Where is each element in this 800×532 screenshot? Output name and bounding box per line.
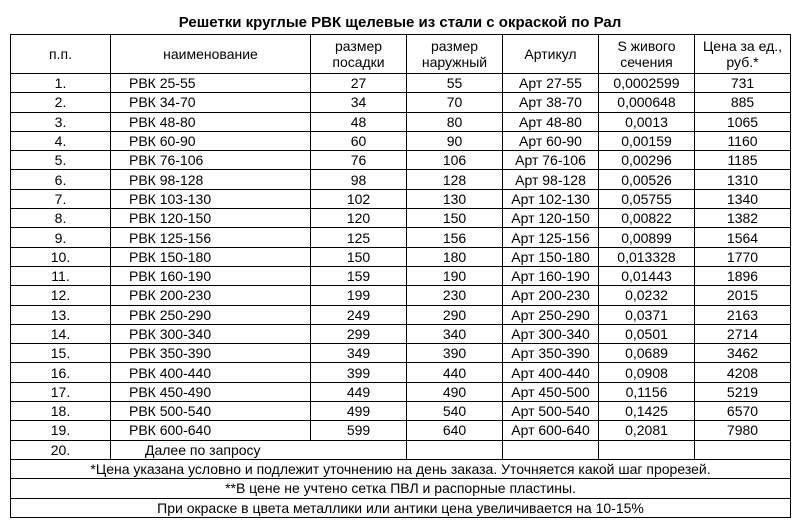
table-row (11, 170, 791, 189)
table-row (11, 382, 791, 401)
cell-price: 5219 (695, 382, 791, 401)
table-row (11, 112, 791, 131)
cell-article: Арт 200-230 (503, 286, 599, 305)
header-name: наименование (111, 35, 311, 74)
header-outer-size-line1: размер (430, 38, 479, 54)
cell-num: 8. (11, 209, 111, 228)
cell-num: 12. (11, 286, 111, 305)
cell-price: 1382 (695, 209, 791, 228)
cell-article: Арт 102-130 (503, 189, 599, 208)
table-row (11, 74, 791, 93)
cell-outer-size: 80 (407, 112, 503, 131)
cell-num: 13. (11, 305, 111, 324)
document-title: Решетки круглые РВК щелевые из стали с окраской по Рал (178, 14, 622, 31)
cell-num: 3. (11, 112, 111, 131)
cell-name: РВК 125-156 (111, 228, 311, 247)
cell-name: РВК 60-90 (111, 131, 311, 150)
cell-outer-size: 70 (407, 93, 503, 112)
cell-price: 3462 (695, 344, 791, 363)
note-row-mesh (11, 479, 791, 498)
cell-name: РВК 600-640 (111, 421, 311, 440)
cell-fit-size: 98 (311, 170, 407, 189)
cell-num: 6. (11, 170, 111, 189)
cell-price: 1896 (695, 266, 791, 285)
header-outer-size (407, 35, 503, 74)
table-row (11, 266, 791, 285)
cell-name: РВК 25-55 (111, 74, 311, 93)
cell-outer-size: 128 (407, 170, 503, 189)
cell-outer-size: 640 (407, 421, 503, 440)
cell-name: РВК 48-80 (111, 112, 311, 131)
cell-fit-size: 349 (311, 344, 407, 363)
cell-article: Арт 300-340 (503, 324, 599, 343)
note-row-paint (11, 498, 791, 517)
cell-price: 2163 (695, 305, 791, 324)
cell-price: 1564 (695, 228, 791, 247)
cell-article: Арт 400-440 (503, 363, 599, 382)
cell-num: 5. (11, 151, 111, 170)
cell-num: 4. (11, 131, 111, 150)
header-outer-size-line2: наружный (421, 54, 488, 70)
cell-fit-size: 60 (311, 131, 407, 150)
cell-article: Арт 160-190 (503, 266, 599, 285)
cell-price: 885 (695, 93, 791, 112)
header-fit-size-line1: размер (334, 38, 383, 54)
cell-outer-size: 540 (407, 402, 503, 421)
cell-open-area: 0,0689 (599, 344, 695, 363)
cell-outer-size: 130 (407, 189, 503, 208)
header-open-area-line2: сечения (620, 54, 673, 70)
cell-article: Арт 600-640 (503, 421, 599, 440)
price-table (10, 34, 791, 518)
table-row (11, 93, 791, 112)
cell-price: 1185 (695, 151, 791, 170)
cell-fit-size: 599 (311, 421, 407, 440)
header-price (695, 35, 791, 74)
note-mesh: **В цене не учтено сетка ПВЛ и распорные пластины. (11, 479, 791, 498)
header-open-area-line1: S живого (617, 38, 676, 54)
table-row (11, 151, 791, 170)
cell-article: Арт 250-290 (503, 305, 599, 324)
cell-num: 9. (11, 228, 111, 247)
cell-open-area: 0,00296 (599, 151, 695, 170)
header-num: п.п. (11, 35, 111, 74)
cell-price: 1160 (695, 131, 791, 150)
cell-open-area: 0,00822 (599, 209, 695, 228)
cell-open-area: 0,0002599 (599, 74, 695, 93)
table-row (11, 363, 791, 382)
cell-fit-size: 125 (311, 228, 407, 247)
cell-fit-size: 299 (311, 324, 407, 343)
cell-outer-size: 230 (407, 286, 503, 305)
cell-name: РВК 160-190 (111, 266, 311, 285)
cell-fit-size: 150 (311, 247, 407, 266)
header-price-line2: руб.* (726, 54, 759, 70)
cell-name: РВК 34-70 (111, 93, 311, 112)
cell-name: РВК 150-180 (111, 247, 311, 266)
cell-article: Арт 76-106 (503, 151, 599, 170)
cell-fit-size: 120 (311, 209, 407, 228)
cell-article: Арт 150-180 (503, 247, 599, 266)
cell-open-area: 0,0013 (599, 112, 695, 131)
cell-open-area: 0,05755 (599, 189, 695, 208)
cell-empty (407, 440, 503, 459)
cell-price: 7980 (695, 421, 791, 440)
cell-fit-size: 449 (311, 382, 407, 401)
cell-article: Арт 60-90 (503, 131, 599, 150)
cell-article: Арт 125-156 (503, 228, 599, 247)
cell-article: Арт 450-500 (503, 382, 599, 401)
cell-fit-size: 102 (311, 189, 407, 208)
table-row (11, 286, 791, 305)
cell-fit-size: 399 (311, 363, 407, 382)
cell-num: 2. (11, 93, 111, 112)
cell-article: Арт 48-80 (503, 112, 599, 131)
table-row (11, 189, 791, 208)
cell-outer-size: 390 (407, 344, 503, 363)
cell-name: РВК 76-106 (111, 151, 311, 170)
cell-fit-size: 48 (311, 112, 407, 131)
cell-article: Арт 98-128 (503, 170, 599, 189)
cell-open-area: 0,0908 (599, 363, 695, 382)
table-row (11, 324, 791, 343)
cell-name: РВК 250-290 (111, 305, 311, 324)
cell-price: 1310 (695, 170, 791, 189)
cell-name: РВК 350-390 (111, 344, 311, 363)
table-row (11, 402, 791, 421)
cell-name: РВК 98-128 (111, 170, 311, 189)
cell-open-area: 0,00159 (599, 131, 695, 150)
cell-open-area: 0,00526 (599, 170, 695, 189)
cell-empty (695, 440, 791, 459)
cell-num: 14. (11, 324, 111, 343)
cell-num: 10. (11, 247, 111, 266)
cell-name: РВК 103-130 (111, 189, 311, 208)
on-request-cell: Далее по запросу (111, 440, 407, 459)
cell-price: 2015 (695, 286, 791, 305)
table-row (11, 228, 791, 247)
cell-outer-size: 156 (407, 228, 503, 247)
header-fit-size-line2: посадки (332, 54, 385, 70)
cell-outer-size: 490 (407, 382, 503, 401)
cell-fit-size: 76 (311, 151, 407, 170)
cell-open-area: 0,000648 (599, 93, 695, 112)
cell-open-area: 0,01443 (599, 266, 695, 285)
cell-num: 18. (11, 402, 111, 421)
cell-open-area: 0,0501 (599, 324, 695, 343)
cell-fit-size: 159 (311, 266, 407, 285)
header-article: Артикул (503, 35, 599, 74)
cell-empty (503, 440, 599, 459)
cell-outer-size: 106 (407, 151, 503, 170)
table-row-20 (11, 440, 791, 459)
cell-empty (599, 440, 695, 459)
cell-price: 2714 (695, 324, 791, 343)
cell-num: 20. (11, 440, 111, 459)
table-row (11, 305, 791, 324)
cell-num: 11. (11, 266, 111, 285)
cell-outer-size: 90 (407, 131, 503, 150)
cell-outer-size: 440 (407, 363, 503, 382)
cell-name: РВК 500-540 (111, 402, 311, 421)
cell-name: РВК 300-340 (111, 324, 311, 343)
cell-outer-size: 340 (407, 324, 503, 343)
cell-num: 16. (11, 363, 111, 382)
cell-price: 1065 (695, 112, 791, 131)
cell-outer-size: 150 (407, 209, 503, 228)
cell-num: 17. (11, 382, 111, 401)
cell-article: Арт 500-540 (503, 402, 599, 421)
cell-price: 731 (695, 74, 791, 93)
table-row (11, 421, 791, 440)
cell-fit-size: 199 (311, 286, 407, 305)
cell-price: 6570 (695, 402, 791, 421)
cell-open-area: 0,00899 (599, 228, 695, 247)
table-row (11, 344, 791, 363)
cell-article: Арт 120-150 (503, 209, 599, 228)
cell-outer-size: 180 (407, 247, 503, 266)
cell-article: Арт 350-390 (503, 344, 599, 363)
cell-num: 7. (11, 189, 111, 208)
cell-num: 15. (11, 344, 111, 363)
cell-open-area: 0,2081 (599, 421, 695, 440)
cell-outer-size: 55 (407, 74, 503, 93)
header-open-area (599, 35, 695, 74)
cell-open-area: 0,1425 (599, 402, 695, 421)
header-row (11, 35, 791, 74)
cell-outer-size: 290 (407, 305, 503, 324)
cell-num: 1. (11, 74, 111, 93)
table-row (11, 247, 791, 266)
note-price: *Цена указана условно и подлежит уточнению на день заказа. Уточняется какой шаг прорезей. (11, 459, 791, 478)
cell-price: 1770 (695, 247, 791, 266)
cell-name: РВК 450-490 (111, 382, 311, 401)
cell-open-area: 0,0232 (599, 286, 695, 305)
cell-name: РВК 400-440 (111, 363, 311, 382)
cell-fit-size: 27 (311, 74, 407, 93)
cell-num: 19. (11, 421, 111, 440)
cell-open-area: 0,013328 (599, 247, 695, 266)
note-paint: При окраске в цвета металлики или антики цена увеличивается на 10-15% (11, 498, 791, 517)
cell-fit-size: 499 (311, 402, 407, 421)
cell-article: Арт 38-70 (503, 93, 599, 112)
table-row (11, 131, 791, 150)
header-price-line1: Цена за ед., (702, 38, 783, 54)
cell-price: 1340 (695, 189, 791, 208)
cell-fit-size: 34 (311, 93, 407, 112)
cell-open-area: 0,0371 (599, 305, 695, 324)
cell-name: РВК 120-150 (111, 209, 311, 228)
cell-open-area: 0,1156 (599, 382, 695, 401)
cell-outer-size: 190 (407, 266, 503, 285)
cell-price: 4208 (695, 363, 791, 382)
cell-fit-size: 249 (311, 305, 407, 324)
table-row (11, 209, 791, 228)
note-row-price (11, 459, 791, 478)
cell-article: Арт 27-55 (503, 74, 599, 93)
header-fit-size (311, 35, 407, 74)
cell-name: РВК 200-230 (111, 286, 311, 305)
